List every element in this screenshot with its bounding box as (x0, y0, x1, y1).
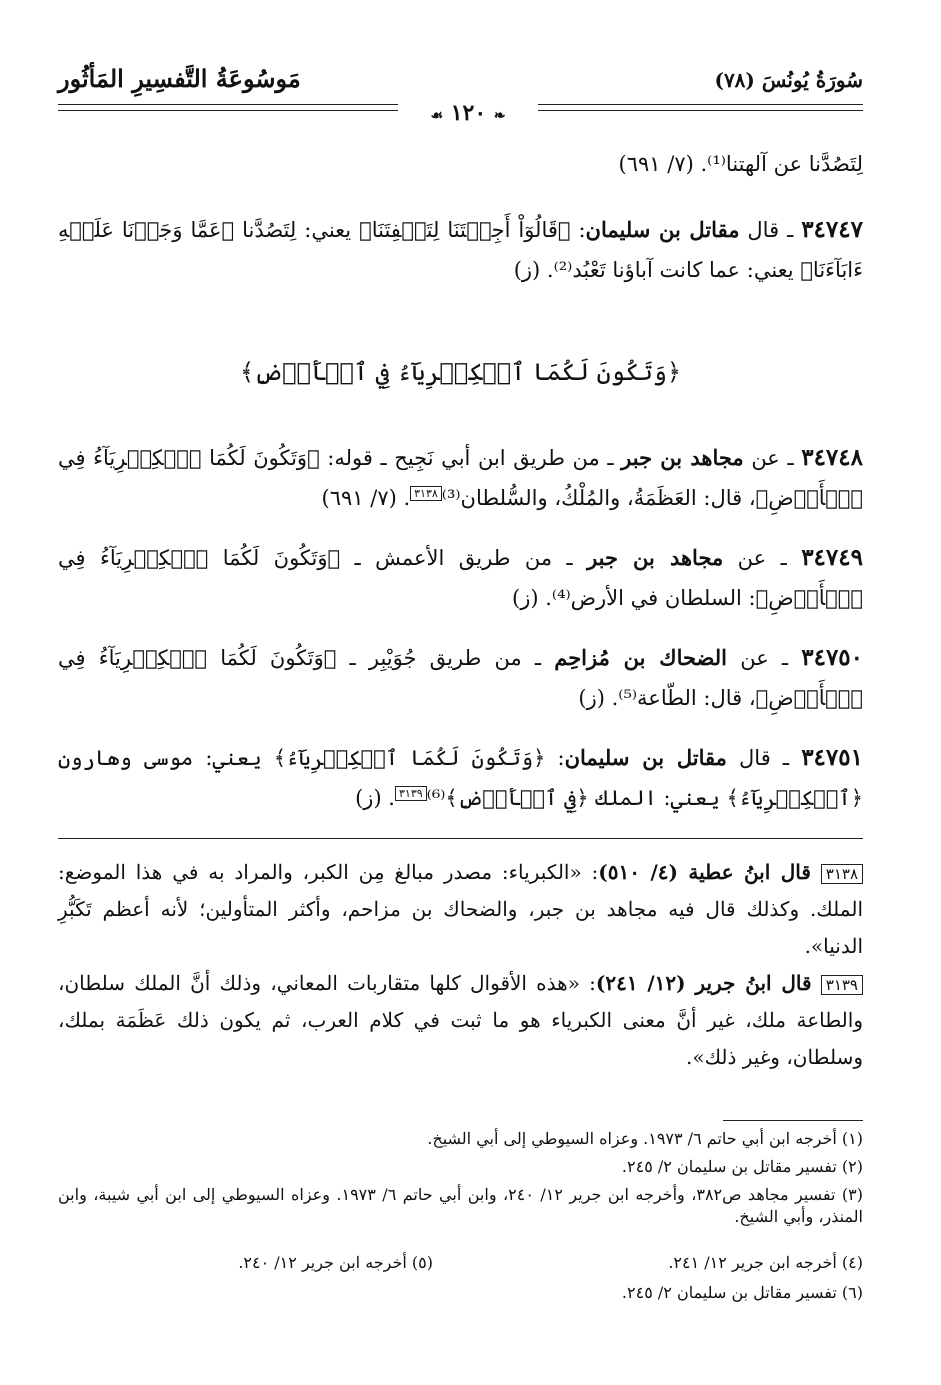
entry-number: ٣٤٧٤٨ (801, 444, 863, 471)
page-number-box (398, 100, 538, 126)
surah-title: سُورَةُ يُونُسَ (٧٨) (714, 68, 863, 92)
ornament-icon: ❧ (493, 108, 506, 124)
entry: ٣٤٧٤٨ ـ عن مجاهد بن جبر ـ من طريق ابن أبي نَجِيح ـ قوله: ﴿وَتَكُونَ لَكُمَا ٱلۡكِبۡرِيَآءُ فِي ٱلۡأَرۡضِ﴾، قال: العَظَمَةُ، والمُلْكُ، والسُّلطان⁽³⁾٣١٣٨. (٧/ ٦٩١) (58, 444, 863, 510)
entry-continuation: لِتَصُدَّنا عن آلهتنا⁽¹⁾. (٧/ ٦٩١) (618, 152, 863, 176)
entry: ٣٤٧٥١ ـ قال مقاتل بن سليمان: ﴿وَتَكُونَ لَكُمَا ٱلۡكِبۡرِيَآءُ﴾ يعني: موسى وهارون ﴿ٱلۡكِبۡرِيَآءُ﴾ يعني: الملك ﴿فِي ٱلۡأَرۡضِ﴾⁽⁶⁾٣١٣٩. (ز) (58, 744, 863, 810)
entry: ٣٤٧٤٩ ـ عن مجاهد بن جبر ـ من طريق الأعمش ـ ﴿وَتَكُونَ لَكُمَا ٱلۡكِبۡرِيَآءُ فِي ٱلۡأَرۡضِ﴾: السلطان في الأرض⁽⁴⁾. (ز) (58, 544, 863, 610)
narrator-name: مقاتل بن سليمان (585, 217, 740, 242)
entry: ٣٤٧٤٧ ـ قال مقاتل بن سليمان: ﴿قَالُوٓاْ أَجِئۡتَنَا لِتَلۡفِتَنَا﴾ يعني: لِتَصُدَّنا ﴿عَمَّا وَجَدۡنَا عَلَيۡهِ ءَابَآءَنَا﴾ يعني: عما كانت آباؤنا تَعْبُد⁽²⁾. (ز) (58, 216, 863, 282)
narrator-name: الضحاك بن مُزاحِم (554, 645, 728, 670)
entry-number: ٣٤٧٤٩ (801, 544, 863, 571)
footnote: (٣) تفسير مجاهد ص٣٨٢، وأخرجه ابن جرير ١٢/ ٢٤٠، وابن أبي حاتم ٦/ ١٩٧٣. وعزاه السيوطي إلى ابن أبي شيبة، وابن المنذر، وأبي الشيخ. (58, 1185, 863, 1226)
notes-divider (58, 838, 863, 839)
commentary-note: ٣١٣٩ قال ابنُ جرير (١٢/ ٢٤١): «هذه الأقوال كلها متقاربات المعاني، وذلك أنَّ الملك سلطان، والطاعة ملك، غير أنَّ معنى الكبرياء هو ما ثبت في كلام العرب، ثم يكون ذلك عَظَمَة بملك، وسلطان، وغير ذلك». (58, 971, 863, 1069)
narrator-name: مجاهد بن جبر (587, 545, 724, 570)
narrator-name: مجاهد بن جبر (621, 445, 744, 470)
footnotes-divider (723, 1120, 863, 1121)
narrator-name: مقاتل بن سليمان (564, 745, 727, 770)
footnote: (٥) أخرجه ابن جرير ١٢/ ٢٤٠. (238, 1253, 433, 1272)
entry-number: ٣٤٧٥٠ (801, 644, 864, 671)
cross-ref-box: ٣١٣٨ (410, 486, 442, 501)
book-title: مَوسُوعَةُ التَّفسِيرِ المَأثُور (58, 64, 301, 93)
cross-ref-box: ٣١٣٩ (395, 786, 427, 801)
note-box: ٣١٣٩ (821, 975, 863, 995)
commentary-note: ٣١٣٨ قال ابنُ عطية (٤/ ٥١٠): «الكبرياء: مصدر مبالغ مِن الكبر، والمراد به في هذا الموضع: الملك. وكذلك قال فيه مجاهد بن جبر، والضحاك بن مزاحم، وأكثر المتأولين؛ لأنه أعظم تَكَبُّرِ الدنيا». (58, 860, 863, 958)
entry-number: ٣٤٧٥١ (801, 744, 863, 771)
footnote: (٢) تفسير مقاتل بن سليمان ٢/ ٢٤٥. (621, 1157, 863, 1176)
verse-heading: ﴿وَتَكُونَ لَكُمَا ٱلۡكِبۡرِيَآءُ فِي ٱلۡأَرۡضِ﴾ (239, 358, 682, 386)
entry: ٣٤٧٥٠ ـ عن الضحاك بن مُزاحِم ـ من طريق جُوَيْبِر ـ ﴿وَتَكُونَ لَكُمَا ٱلۡكِبۡرِيَآءُ فِي ٱلۡأَرۡضِ﴾، قال: الطّاعة⁽⁵⁾. (ز) (58, 644, 864, 710)
footnote: (١) أخرجه ابن أبي حاتم ٦/ ١٩٧٣. وعزاه السيوطي إلى أبي الشيخ. (427, 1129, 863, 1148)
page-number: ١٢٠ (450, 100, 487, 126)
note-box: ٣١٣٨ (821, 864, 863, 884)
entry-number: ٣٤٧٤٧ (801, 216, 863, 243)
ornament-icon: ☙ (430, 108, 444, 124)
footnote: (٤) أخرجه ابن جرير ١٢/ ٢٤١. (668, 1253, 863, 1272)
footnote: (٦) تفسير مقاتل بن سليمان ٢/ ٢٤٥. (621, 1283, 863, 1302)
page (58, 60, 863, 1350)
